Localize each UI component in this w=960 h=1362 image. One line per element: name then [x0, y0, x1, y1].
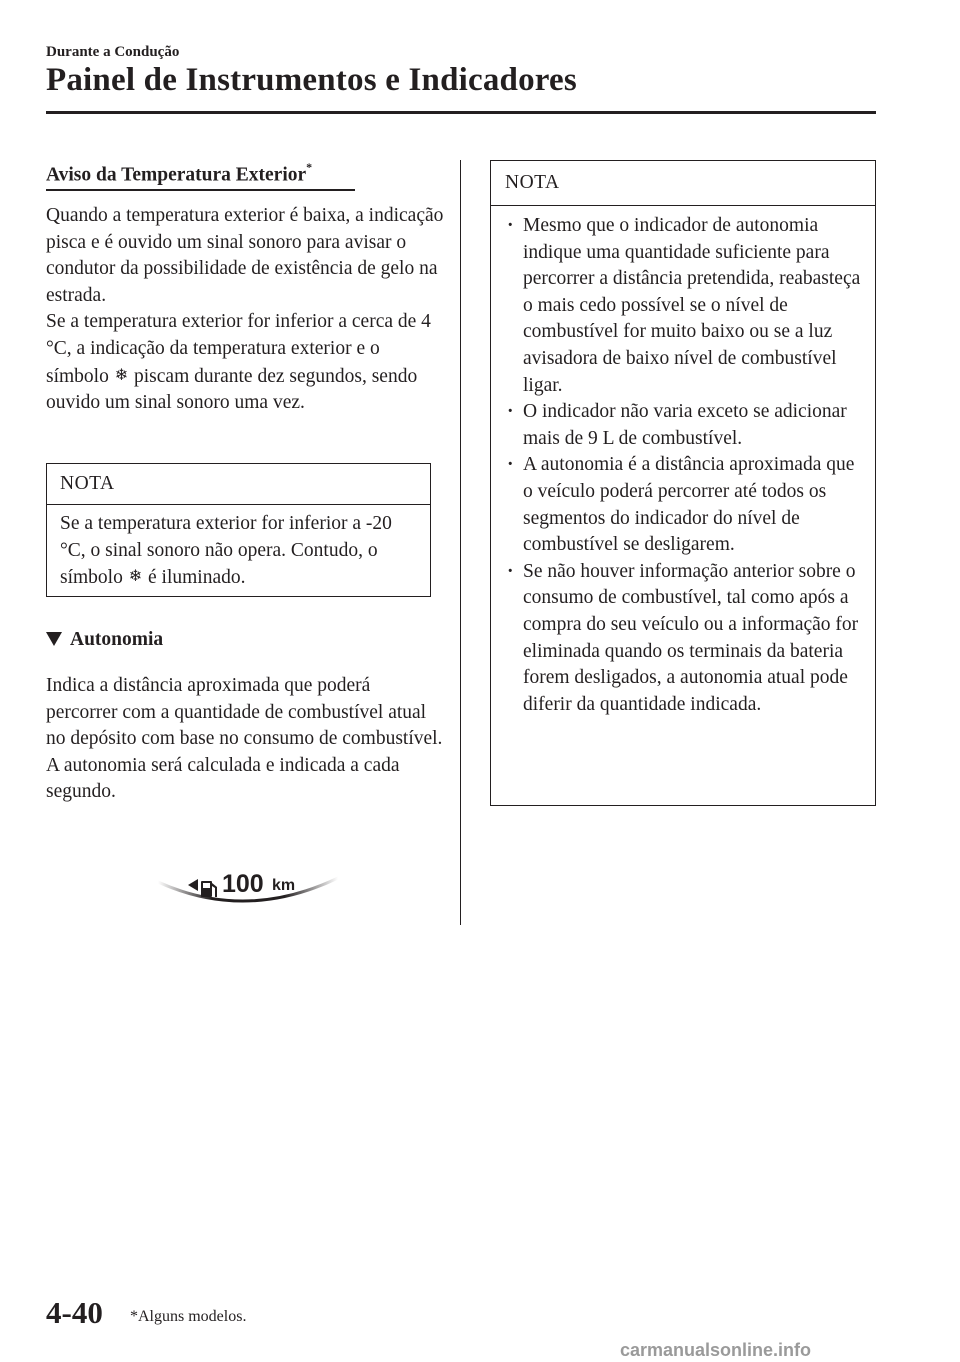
triangle-bullet-icon: [46, 632, 62, 646]
page-number: 4-40: [46, 1295, 103, 1330]
list-item: · Se não houver informação anterior sobre o consumo de combustível, tal como após a compra do seu veículo ou a informação for eliminada quando os terminais da bateria forem desligados, a autonomia atual pode diferir da quantidade indicada.: [505, 559, 865, 719]
paragraph-text: Quando a temperatura exterior é baixa, a indicação pisca e é ouvido um sinal sonoro para avisar o condutor da possibilidade de existência de gelo na estrada.: [46, 205, 444, 306]
note-text: Se a temperatura exterior for inferior a -20 °C, o sinal sonoro não opera. Contudo, o símbolo: [60, 513, 392, 589]
range-display-illustration: [86, 852, 386, 922]
paragraph-text: piscam durante dez segundos, sendo ouvido um sinal sonoro uma vez.: [46, 365, 418, 414]
list-item: · O indicador não varia exceto se adicionar mais de 9 L de combustível.: [505, 399, 865, 452]
heading-text: Autonomia: [70, 629, 164, 650]
range-value: 100: [222, 870, 264, 898]
paragraph-range: [46, 673, 446, 806]
title-rule: [46, 111, 876, 114]
note-box-range: [490, 160, 876, 806]
heading-underline: [46, 189, 355, 191]
note-box-temperature: [46, 463, 431, 597]
note-title: NOTA: [491, 161, 875, 206]
paragraph-text: Indica a distância aproximada que poderá percorrer com a quantidade de combustível atual no depósito com base no consumo de combustível.: [46, 675, 443, 750]
paragraph-text: A autonomia será calculada e indicada a cada segundo.: [46, 754, 400, 803]
paragraph-temperature-warning: [46, 203, 446, 417]
paragraph-text: Se a temperatura exterior for inferior a cerca de 4 °C, a indicação da temperatura exterior e o símbolo: [46, 311, 431, 387]
footnote: *Alguns modelos.: [130, 1308, 247, 1325]
heading-range: [46, 629, 163, 651]
left-arrow-icon: [188, 879, 198, 891]
note-body: [47, 505, 430, 592]
page-title: Painel de Instrumentos e Indicadores: [46, 62, 577, 98]
some-models-mark: *: [306, 160, 313, 174]
section-label: Durante a Condução: [46, 44, 180, 60]
column-divider: [460, 160, 461, 925]
heading-text: Aviso da Temperatura Exterior: [46, 164, 307, 186]
note-text: é iluminado.: [148, 567, 246, 589]
snowflake-icon: ❄: [114, 366, 129, 384]
snowflake-icon: ❄: [128, 568, 143, 586]
range-unit: km: [272, 877, 296, 894]
watermark: carmanualsonline.info: [620, 1340, 812, 1360]
fuel-pump-icon: [201, 881, 217, 897]
note-title: NOTA: [47, 464, 430, 505]
list-item: · Mesmo que o indicador de autonomia indique uma quantidade suficiente para percorrer a distância pretendida, reabasteça o mais cedo possível se o nível de combustível for muito baixo ou se a luz avisadora de baixo nível de combustível ligar.: [505, 213, 865, 399]
note-bullet-list: [491, 206, 875, 718]
heading-outside-temperature-warning: [46, 162, 312, 187]
list-item: · A autonomia é a distância aproximada que o veículo poderá percorrer até todos os segmentos do indicador do nível de combustível se desligarem.: [505, 452, 865, 558]
